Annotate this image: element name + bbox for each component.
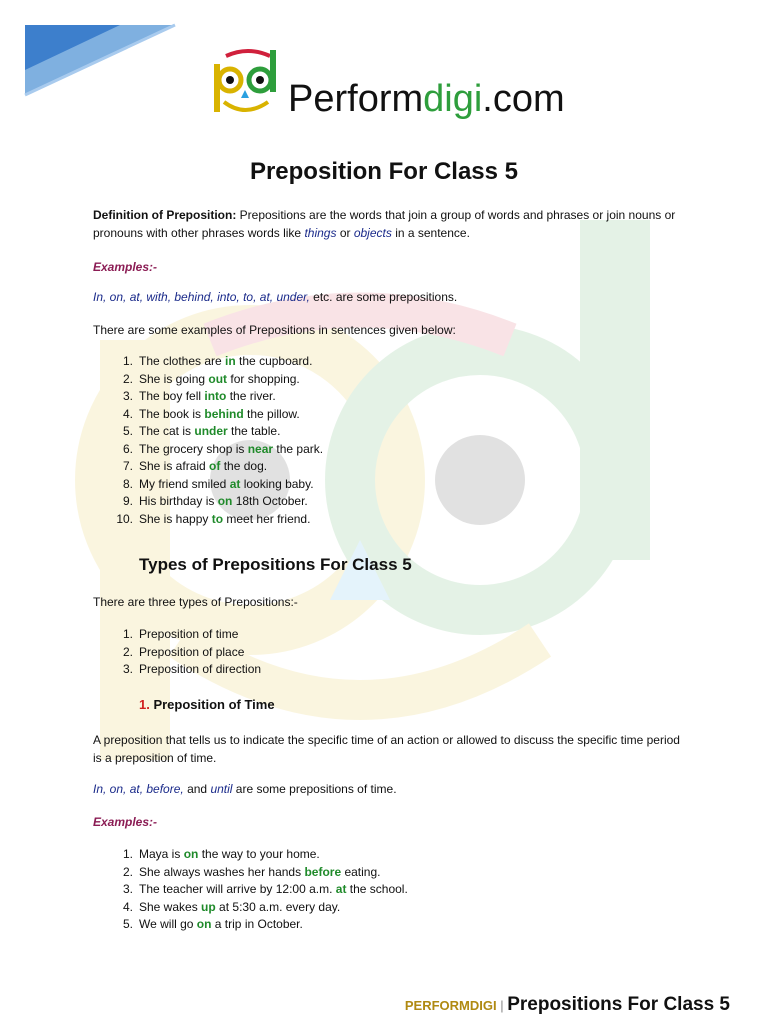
list-number: 2.: [122, 864, 133, 879]
list-item: [93, 406, 323, 424]
sentences-list: [93, 353, 323, 528]
preposition-keyword: behind: [204, 406, 244, 421]
time-words-text: In, on, at, before, and until are some prepositions of time.: [93, 782, 397, 796]
sentence-text: the school.: [346, 882, 408, 896]
sentence-text: The book is: [139, 406, 205, 421]
list-number: 10.: [116, 511, 133, 526]
list-number: 3.: [122, 389, 133, 403]
list-item: [93, 846, 408, 864]
list-number: 4.: [122, 406, 133, 421]
list-item: [93, 423, 323, 441]
sentence-text: She wakes: [139, 899, 202, 914]
sentence-text: the way to your home.: [198, 847, 320, 861]
preposition-keyword: out: [208, 371, 228, 386]
list-number: 2.: [122, 371, 133, 386]
preposition-keyword: in: [225, 354, 236, 368]
sentence-text: The grocery shop is: [139, 441, 248, 456]
list-item: [93, 916, 408, 934]
sentence-text: My friend smiled: [139, 476, 230, 491]
list-number: 1.: [122, 354, 133, 368]
sentence-text: the cupboard.: [235, 354, 313, 368]
sentence-text: the dog.: [220, 459, 268, 473]
list-number: 1.: [122, 627, 133, 641]
sentence-text: She is happy: [139, 511, 212, 526]
prepositions-list-text: In, on, at, with, behind, into, to, at, under, etc. are some prepositions.: [93, 290, 458, 304]
sentence-text: She always washes her hands: [139, 864, 305, 879]
sentence-text: The cat is: [139, 424, 195, 438]
preposition-keyword: to: [211, 511, 224, 526]
types-list: [93, 626, 261, 679]
list-number: 9.: [122, 494, 133, 508]
list-item-label: Preposition of place: [139, 644, 245, 659]
logo-face-icon: [208, 48, 288, 118]
list-number: 1.: [122, 847, 133, 861]
list-item: [93, 476, 323, 494]
site-logo[interactable]: [208, 48, 608, 122]
list-number: 6.: [122, 441, 133, 456]
list-item: [93, 881, 408, 899]
sentence-text: Maya is: [139, 847, 184, 861]
logo-wordmark: Performdigi.com: [288, 78, 565, 120]
preposition-keyword: up: [201, 899, 216, 914]
sentence-text: The clothes are: [139, 354, 226, 368]
sentence-text: the park.: [273, 441, 324, 456]
sentence-text: 18th October.: [232, 494, 308, 508]
list-number: 3.: [122, 882, 133, 896]
list-item: [93, 899, 408, 917]
list-item-label: Preposition of time: [139, 627, 239, 641]
list-number: 8.: [122, 476, 133, 491]
preposition-keyword: on: [217, 494, 233, 508]
preposition-keyword: at: [335, 882, 347, 896]
preposition-keyword: under: [194, 424, 228, 438]
preposition-keyword: near: [247, 441, 274, 456]
list-item: [93, 511, 323, 529]
page-title: Preposition For Class 5: [249, 158, 519, 185]
list-item-label: Preposition of direction: [139, 662, 262, 676]
list-number: 7.: [122, 459, 133, 473]
list-number: 3.: [122, 662, 133, 676]
sentence-text: looking baby.: [240, 476, 314, 491]
page-footer: PERFORMDIGI | Prepositions For Class 5: [404, 994, 730, 1015]
sentence-text: at 5:30 a.m. every day.: [215, 899, 341, 914]
time-definition: A preposition that tells us to indicate the specific time of an action or allowed to discuss the specific time period is a preposition of time.: [93, 733, 680, 765]
sentence-text: the river.: [226, 389, 276, 403]
list-item: [93, 388, 323, 406]
sentence-text: The teacher will arrive by 12:00 a.m.: [139, 882, 336, 896]
types-heading: Types of Prepositions For Class 5: [139, 555, 412, 574]
sentence-text: for shopping.: [227, 371, 300, 386]
list-number: 5.: [122, 424, 133, 438]
preposition-keyword: on: [183, 847, 199, 861]
list-number: 2.: [122, 644, 133, 659]
sentence-text: a trip in October.: [211, 917, 303, 931]
definition-paragraph: Definition of Preposition: Prepositions are the words that join a group of words and phrases or join nouns or pronouns with other phrases words like things or objects in a sentence.: [93, 208, 676, 240]
sentence-text: the table.: [227, 424, 281, 438]
time-examples-label: Examples:-: [93, 815, 158, 829]
list-item: [93, 644, 261, 662]
list-item: [93, 864, 408, 882]
list-item: [93, 371, 323, 389]
list-item: [93, 661, 261, 679]
examples-intro: There are some examples of Prepositions in sentences given below:: [93, 323, 456, 337]
types-intro: There are three types of Prepositions:-: [93, 595, 298, 609]
sentence-text: the pillow.: [243, 406, 300, 421]
preposition-keyword: of: [209, 459, 221, 473]
examples-label: Examples:-: [93, 260, 158, 274]
sentence-text: The boy fell: [139, 389, 205, 403]
list-item: [93, 458, 323, 476]
sentence-text: eating.: [341, 864, 381, 879]
preposition-keyword: before: [304, 864, 342, 879]
sentence-text: She is afraid: [139, 459, 210, 473]
sentence-text: We will go: [139, 917, 197, 931]
list-number: 5.: [122, 917, 133, 931]
preposition-keyword: on: [196, 917, 212, 931]
sentence-text: She is going: [139, 371, 209, 386]
sentence-text: His birthday is: [139, 494, 218, 508]
list-item: [93, 441, 323, 459]
corner-decoration: [0, 0, 200, 100]
list-item: [93, 353, 323, 371]
list-number: 4.: [122, 899, 133, 914]
sentence-text: meet her friend.: [223, 511, 311, 526]
preposition-keyword: at: [229, 476, 241, 491]
preposition-keyword: into: [204, 389, 227, 403]
list-item: [93, 626, 261, 644]
time-examples-list: [93, 846, 408, 934]
time-heading: 1. Preposition of Time: [139, 697, 275, 712]
list-item: [93, 493, 323, 511]
